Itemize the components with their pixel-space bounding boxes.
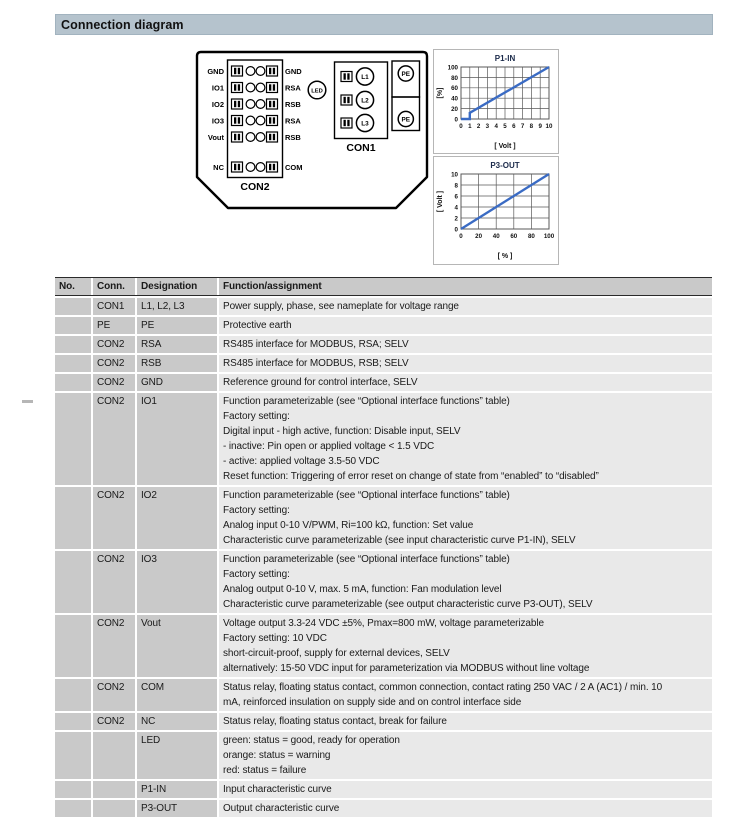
terminal-icon xyxy=(341,118,352,128)
con2-right-label: RSA xyxy=(285,116,301,126)
table-row xyxy=(55,336,712,353)
terminal-icon xyxy=(232,83,243,93)
x-tick-label: 5 xyxy=(503,123,507,130)
x-tick-label: 10 xyxy=(545,123,553,130)
cell-no xyxy=(55,615,91,677)
terminal-bar xyxy=(344,120,346,126)
function-line: orange: status = warning xyxy=(223,750,331,761)
cell-function xyxy=(219,615,712,677)
terminal-icon xyxy=(232,132,243,142)
section-title: Connection diagram xyxy=(61,17,184,32)
terminal-icon xyxy=(341,72,352,82)
table-row xyxy=(55,732,712,779)
con2-right-label: COM xyxy=(285,162,303,172)
terminal-bar xyxy=(234,134,236,140)
phase-label: L1 xyxy=(361,73,369,81)
function-line: red: status = failure xyxy=(223,765,307,776)
cell-conn: CON2 xyxy=(93,551,135,613)
function-line: Reset function: Triggering of error reset on change of state from “enabled” to “disabled” xyxy=(223,471,599,482)
y-tick-label: 0 xyxy=(454,226,458,234)
con2-left-label: IO3 xyxy=(211,116,224,126)
terminal-bar xyxy=(234,101,236,107)
cell-designation: GND xyxy=(137,374,217,391)
con2-right-label: RSB xyxy=(285,99,301,109)
function-line: Status relay, floating status contact, common connection, contact rating 250 VAC / 2 A (AC1) / min. 10 xyxy=(223,682,663,693)
cell-no xyxy=(55,713,91,730)
pin-hole xyxy=(256,116,265,125)
cell-function xyxy=(219,713,712,730)
terminal-bar xyxy=(269,101,271,107)
pin-hole xyxy=(256,83,265,92)
cell-conn xyxy=(93,781,135,798)
con2-left-label: IO1 xyxy=(211,83,224,93)
function-line: Status relay, floating status contact, break for failure xyxy=(223,716,447,727)
chart-title: P3-OUT xyxy=(490,161,520,170)
function-line: Digital input - high active, function: Disable input, SELV xyxy=(223,426,461,437)
connection-diagram xyxy=(194,49,430,216)
pin-hole xyxy=(246,133,255,142)
terminal-bar xyxy=(273,84,275,90)
terminal-icon xyxy=(267,162,278,172)
x-tick-label: 2 xyxy=(476,123,481,130)
x-tick-label: 40 xyxy=(492,233,500,240)
y-axis-label: [ Volt ] xyxy=(437,190,444,213)
pe-label: PE xyxy=(401,70,411,78)
function-line: - active: applied voltage 3.5-50 VDC xyxy=(223,456,380,467)
function-line: short-circuit-proof, supply for external devices, SELV xyxy=(223,648,450,659)
con2-label: CON2 xyxy=(240,181,270,193)
terminal-icon xyxy=(267,66,278,76)
terminal-bar xyxy=(347,97,349,103)
cell-no xyxy=(55,374,91,391)
cell-designation: RSB xyxy=(137,355,217,372)
cell-function xyxy=(219,781,712,798)
p1-in-chart-svg xyxy=(435,51,557,151)
con2-right-label: RSB xyxy=(285,132,301,142)
table-body xyxy=(55,298,712,817)
p3-out-chart xyxy=(433,156,559,265)
y-tick-label: 40 xyxy=(451,95,458,103)
function-line: Factory setting: xyxy=(223,569,290,580)
pin-hole xyxy=(256,67,265,76)
cell-function xyxy=(219,317,712,334)
y-tick-label: 0 xyxy=(454,116,458,124)
cell-designation: P3-OUT xyxy=(137,800,217,817)
function-line: Protective earth xyxy=(223,320,292,331)
x-tick-label: 80 xyxy=(527,233,535,240)
cell-designation: RSA xyxy=(137,336,217,353)
cell-function xyxy=(219,800,712,817)
cell-designation: IO2 xyxy=(137,487,217,549)
function-line: Function parameterizable (see “Optional interface functions” table) xyxy=(223,396,510,407)
cell-no xyxy=(55,298,91,315)
table-row xyxy=(55,800,712,817)
function-line: Power supply, phase, see nameplate for voltage range xyxy=(223,301,459,312)
x-tick-label: 8 xyxy=(529,123,534,130)
cell-no xyxy=(55,800,91,817)
pe-label: PE xyxy=(401,116,411,124)
function-line: Output characteristic curve xyxy=(223,803,340,814)
pin-hole xyxy=(246,116,255,125)
cell-conn: CON2 xyxy=(93,487,135,549)
pin-hole xyxy=(246,83,255,92)
terminal-icon xyxy=(232,66,243,76)
cell-function xyxy=(219,732,712,779)
function-line: Function parameterizable (see “Optional interface functions” table) xyxy=(223,554,510,565)
table-row xyxy=(55,374,712,391)
terminal-bar xyxy=(273,164,275,170)
cell-conn: CON2 xyxy=(93,393,135,485)
function-line: Input characteristic curve xyxy=(223,784,332,795)
table-row xyxy=(55,551,712,613)
x-tick-label: 100 xyxy=(543,233,555,240)
y-axis-label: [%] xyxy=(437,87,444,99)
cell-designation: PE xyxy=(137,317,217,334)
cell-designation: NC xyxy=(137,713,217,730)
cell-designation: LED xyxy=(137,732,217,779)
device-outline-drawing xyxy=(194,49,430,211)
terminal-bar xyxy=(273,117,275,123)
function-line: Characteristic curve parameterizable (see input characteristic curve P1-IN), SELV xyxy=(223,535,576,546)
cell-conn: PE xyxy=(93,317,135,334)
terminal-bar xyxy=(273,68,275,74)
terminal-bar xyxy=(238,84,240,90)
function-line: RS485 interface for MODBUS, RSA; SELV xyxy=(223,339,409,350)
x-tick-label: 4 xyxy=(494,123,498,130)
cell-conn xyxy=(93,732,135,779)
terminal-bar xyxy=(234,164,236,170)
con2-left-label: Vout xyxy=(207,132,224,142)
x-tick-label: 1 xyxy=(468,123,472,130)
function-line: Analog output 0-10 V, max. 5 mA, function: Fan modulation level xyxy=(223,584,502,595)
cell-no xyxy=(55,679,91,711)
cell-function xyxy=(219,551,712,613)
terminal-icon xyxy=(232,116,243,126)
x-tick-label: 9 xyxy=(538,123,542,130)
p3-out-chart-svg xyxy=(435,158,557,261)
cell-no xyxy=(55,487,91,549)
cell-conn: CON2 xyxy=(93,374,135,391)
x-tick-label: 6 xyxy=(512,123,516,130)
terminal-icon xyxy=(267,83,278,93)
table-row xyxy=(55,713,712,730)
col-header-designation: Designation xyxy=(137,278,217,295)
table-row xyxy=(55,317,712,334)
function-line: mA, reinforced insulation on supply side and on control interface side xyxy=(223,697,522,708)
table-row xyxy=(55,298,712,315)
cell-function xyxy=(219,487,712,549)
function-line: Reference ground for control interface, SELV xyxy=(223,377,418,388)
cell-no xyxy=(55,393,91,485)
cell-function xyxy=(219,336,712,353)
terminal-bar xyxy=(234,68,236,74)
y-tick-label: 4 xyxy=(454,204,458,212)
cell-no xyxy=(55,317,91,334)
chart-title: P1-IN xyxy=(494,54,516,63)
table-row xyxy=(55,679,712,711)
cell-conn xyxy=(93,800,135,817)
cell-function xyxy=(219,374,712,391)
function-line: - inactive: Pin open or applied voltage < 1.5 VDC xyxy=(223,441,435,452)
terminal-icon xyxy=(267,99,278,109)
table-row xyxy=(55,487,712,549)
cell-no xyxy=(55,355,91,372)
terminal-bar xyxy=(238,164,240,170)
con2-right-label: GND xyxy=(285,66,302,76)
x-tick-label: 0 xyxy=(459,233,463,240)
cell-conn: CON1 xyxy=(93,298,135,315)
terminal-bar xyxy=(269,68,271,74)
col-header-conn: Conn. xyxy=(93,278,135,295)
cell-conn: CON2 xyxy=(93,336,135,353)
x-tick-label: 60 xyxy=(510,233,518,240)
terminal-bar xyxy=(238,101,240,107)
p1-in-chart xyxy=(433,49,559,154)
function-line: Factory setting: xyxy=(223,411,290,422)
terminal-bar xyxy=(234,84,236,90)
pin-hole xyxy=(246,100,255,109)
connection-table xyxy=(55,277,712,819)
terminal-icon xyxy=(267,116,278,126)
cell-function xyxy=(219,355,712,372)
function-line: Analog input 0-10 V/PWM, Ri=100 kΩ, function: Set value xyxy=(223,520,474,531)
con2-left-label: GND xyxy=(207,66,224,76)
pin-hole xyxy=(246,67,255,76)
cell-no xyxy=(55,551,91,613)
terminal-bar xyxy=(269,134,271,140)
terminal-bar xyxy=(238,134,240,140)
table-header-row xyxy=(55,277,712,296)
x-axis-label: [ Volt ] xyxy=(494,143,516,150)
con1-label: CON1 xyxy=(346,142,376,154)
y-tick-label: 2 xyxy=(454,215,458,223)
terminal-icon xyxy=(267,132,278,142)
cell-designation: IO3 xyxy=(137,551,217,613)
cell-conn: CON2 xyxy=(93,679,135,711)
function-line: alternatively: 15-50 VDC input for parameterization via MODBUS without line voltage xyxy=(223,663,590,674)
pin-hole xyxy=(256,163,265,172)
con2-right-label: RSA xyxy=(285,83,301,93)
phase-label: L3 xyxy=(361,120,369,128)
terminal-bar xyxy=(347,120,349,126)
function-line: Voltage output 3.3-24 VDC ±5%, Pmax=800 mW, voltage parameterizable xyxy=(223,618,544,629)
function-line: RS485 interface for MODBUS, RSB; SELV xyxy=(223,358,409,369)
terminal-bar xyxy=(269,84,271,90)
y-tick-label: 6 xyxy=(454,193,458,201)
terminal-bar xyxy=(273,101,275,107)
con2-left-label: NC xyxy=(213,162,224,172)
x-tick-label: 0 xyxy=(459,123,463,130)
cell-designation: Vout xyxy=(137,615,217,677)
pin-hole xyxy=(256,133,265,142)
y-tick-label: 100 xyxy=(447,64,458,72)
y-tick-label: 80 xyxy=(451,74,458,82)
x-tick-label: 7 xyxy=(520,123,525,130)
x-axis-label: [ % ] xyxy=(497,253,513,260)
col-header-function: Function/assignment xyxy=(219,278,712,295)
terminal-bar xyxy=(347,73,349,79)
terminal-bar xyxy=(344,97,346,103)
phase-label: L2 xyxy=(361,97,369,105)
cell-conn: CON2 xyxy=(93,355,135,372)
y-tick-label: 60 xyxy=(451,85,458,93)
pin-hole xyxy=(256,100,265,109)
table-row xyxy=(55,393,712,485)
curve-line xyxy=(461,174,549,229)
x-tick-label: 3 xyxy=(485,123,490,130)
cell-function xyxy=(219,298,712,315)
cell-conn: CON2 xyxy=(93,615,135,677)
terminal-bar xyxy=(238,117,240,123)
cell-function xyxy=(219,679,712,711)
y-tick-label: 10 xyxy=(451,171,458,179)
margin-mark xyxy=(22,400,33,403)
col-header-no: No. xyxy=(55,278,91,295)
terminal-bar xyxy=(269,164,271,170)
terminal-bar xyxy=(344,73,346,79)
y-tick-label: 20 xyxy=(451,106,458,113)
section-title-bar xyxy=(55,14,713,35)
function-line: green: status = good, ready for operation xyxy=(223,735,400,746)
function-line: Factory setting: xyxy=(223,505,290,516)
function-line: Characteristic curve parameterizable (see output characteristic curve P3-OUT), SELV xyxy=(223,599,593,610)
cell-no xyxy=(55,781,91,798)
led-text: LED xyxy=(311,88,323,95)
pin-hole xyxy=(246,163,255,172)
cell-designation: COM xyxy=(137,679,217,711)
table-row xyxy=(55,355,712,372)
function-line: Function parameterizable (see “Optional interface functions” table) xyxy=(223,490,510,501)
terminal-bar xyxy=(234,117,236,123)
cell-designation: IO1 xyxy=(137,393,217,485)
cell-conn: CON2 xyxy=(93,713,135,730)
con2-left-label: IO2 xyxy=(211,99,224,109)
function-line: Factory setting: 10 VDC xyxy=(223,633,327,644)
cell-designation: P1-IN xyxy=(137,781,217,798)
terminal-icon xyxy=(232,162,243,172)
cell-no xyxy=(55,336,91,353)
cell-designation: L1, L2, L3 xyxy=(137,298,217,315)
terminal-icon xyxy=(232,99,243,109)
x-tick-label: 20 xyxy=(475,233,483,240)
terminal-icon xyxy=(341,95,352,105)
y-tick-label: 8 xyxy=(454,182,458,190)
terminal-bar xyxy=(238,68,240,74)
terminal-bar xyxy=(269,117,271,123)
terminal-bar xyxy=(273,134,275,140)
cell-function xyxy=(219,393,712,485)
cell-no xyxy=(55,732,91,779)
table-row xyxy=(55,615,712,677)
table-row xyxy=(55,781,712,798)
